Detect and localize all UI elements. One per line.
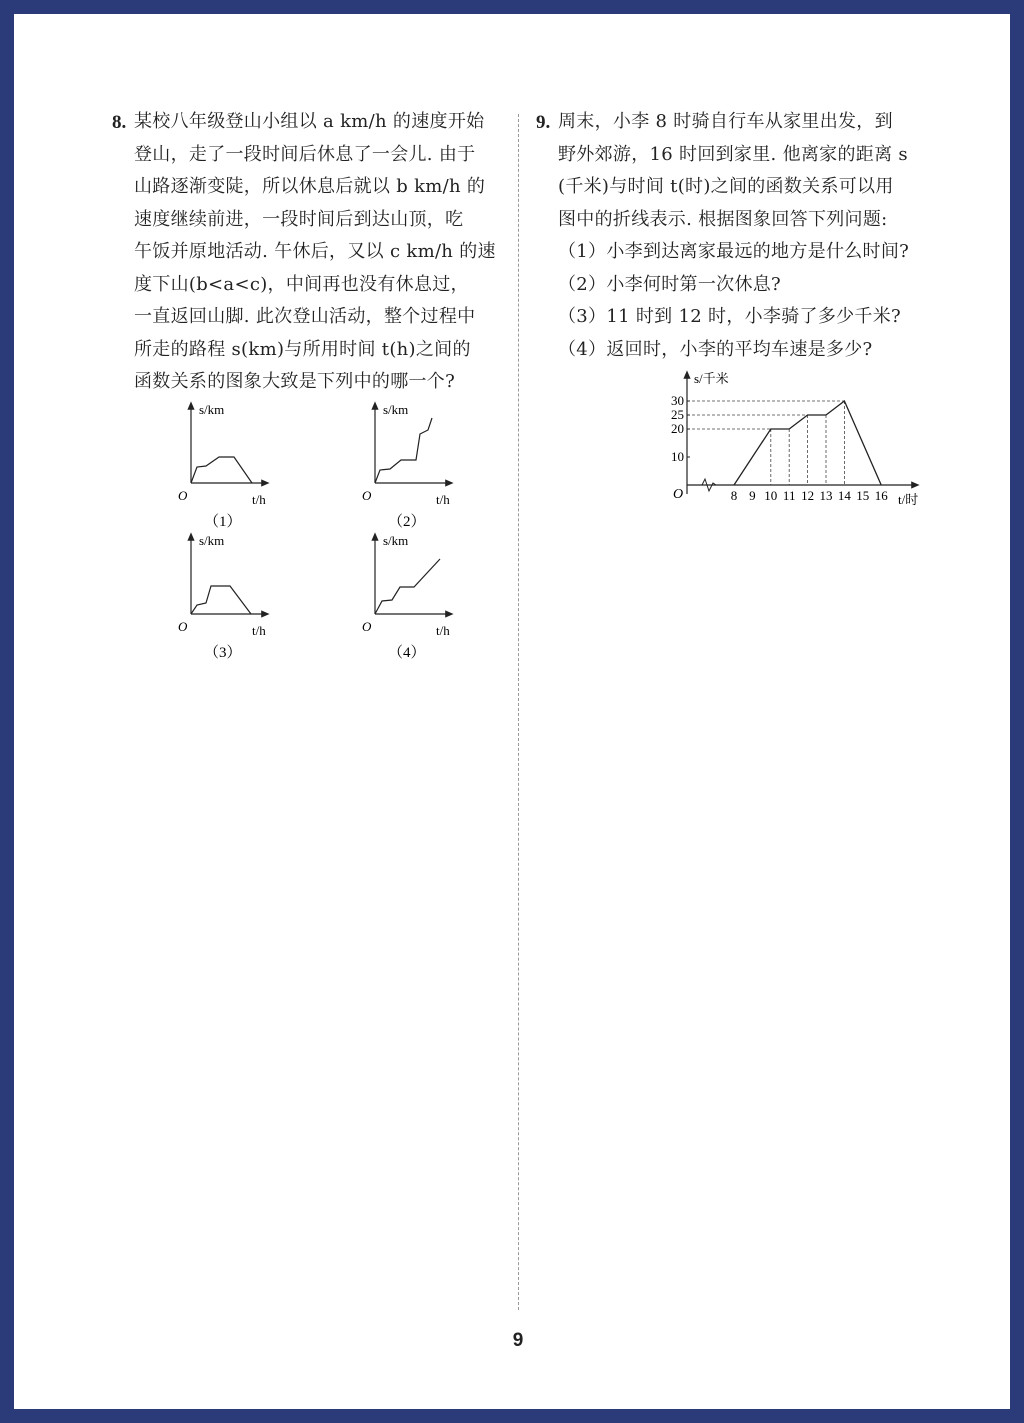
q9-subquestion-3: （3）11 时到 12 时，小李骑了多少千米?	[558, 306, 901, 327]
graph-3-origin: O	[178, 619, 188, 634]
chart-x-tick: 13	[819, 488, 833, 503]
graph-2-origin: O	[362, 488, 372, 503]
graph-2-caption: （2）	[388, 514, 426, 530]
graph-1-caption: （1）	[204, 514, 242, 530]
q8-line: 午饭并原地活动. 午休后，又以 c km/h 的速	[134, 241, 496, 262]
chart-x-tick: 12	[801, 488, 815, 503]
graph-4	[362, 533, 450, 661]
q8-line: 登山，走了一段时间后休息了一会儿. 由于	[134, 143, 476, 165]
q8-line: 函数关系的图象大致是下列中的哪一个?	[134, 371, 456, 392]
chart-x-tick: 9	[749, 488, 756, 503]
chart-y-tick: 30	[671, 393, 684, 408]
chart-x-tick: 16	[874, 488, 888, 503]
graph-4-origin: O	[362, 619, 372, 634]
q9-subquestion-1: （1）小李到达离家最远的地方是什么时间?	[558, 241, 910, 262]
q8-line: 所走的路程 s(km)与所用时间 t(h)之间的	[134, 338, 471, 360]
chart-xlabel: t/时	[898, 492, 919, 507]
graph-4-caption: （4）	[388, 645, 426, 661]
graph-2-xlabel: t/h	[436, 492, 450, 507]
chart-y-tick: 20	[671, 421, 684, 436]
graph-3	[178, 533, 266, 661]
graph-4-xlabel: t/h	[436, 623, 450, 638]
chart-x-tick: 10	[764, 488, 778, 503]
page-number: 9	[512, 1330, 524, 1351]
q8-line: 速度继续前进，一段时间后到达山顶，吃	[134, 208, 464, 230]
chart-y-tick: 10	[671, 449, 684, 464]
q9-subquestion-4: （4）返回时，小李的平均车速是多少?	[558, 338, 873, 360]
q8-line: 度下山(b<a<c)，中间再也没有休息过，	[134, 273, 469, 295]
page	[14, 14, 1010, 1409]
q9-number: 9.	[536, 112, 551, 133]
q9-line: 周末，小李 8 时骑自行车从家里出发，到	[558, 111, 893, 132]
q9-line: 野外郊游，16 时回到家里. 他离家的距离 s	[558, 143, 908, 165]
column-divider	[518, 114, 519, 1310]
chart-axes	[687, 374, 916, 494]
q9-line: 图中的折线表示. 根据图象回答下列问题:	[558, 208, 888, 230]
q8-graphs	[164, 402, 504, 661]
q9-line: (千米)与时间 t(时)之间的函数关系可以用	[558, 176, 894, 197]
graph-1-ylabel: s/km	[199, 402, 225, 417]
graph-3-xlabel: t/h	[252, 623, 266, 638]
chart-origin: O	[673, 487, 684, 502]
graph-3-caption: （3）	[204, 645, 242, 661]
q8-text	[134, 106, 504, 399]
graph-1-xlabel: t/h	[252, 492, 266, 507]
graph-4-ylabel: s/km	[383, 533, 409, 548]
chart-x-tick: 11	[782, 488, 796, 503]
q8-number: 8.	[112, 112, 127, 133]
q8-line: 一直返回山脚. 此次登山活动，整个过程中	[134, 306, 476, 327]
chart-x-tick: 14	[837, 488, 851, 503]
graph-1	[178, 402, 266, 530]
q9-subquestion-2: （2）小李何时第一次休息?	[558, 273, 782, 295]
graph-2	[362, 402, 450, 530]
chart-ylabel: s/千米	[694, 371, 729, 386]
q8-line: 某校八年级登山小组以 a km/h 的速度开始	[134, 111, 485, 132]
chart-y-tick: 25	[671, 407, 684, 422]
graph-2-ylabel: s/km	[383, 402, 409, 417]
graph-1-origin: O	[178, 488, 188, 503]
q9-text	[558, 106, 938, 366]
graph-3-ylabel: s/km	[199, 533, 225, 548]
chart-x-tick: 8	[730, 488, 738, 503]
q8-line: 山路逐渐变陡，所以休息后就以 b km/h 的	[134, 176, 486, 197]
chart-x-tick: 15	[856, 488, 870, 503]
q9-chart	[654, 366, 934, 508]
